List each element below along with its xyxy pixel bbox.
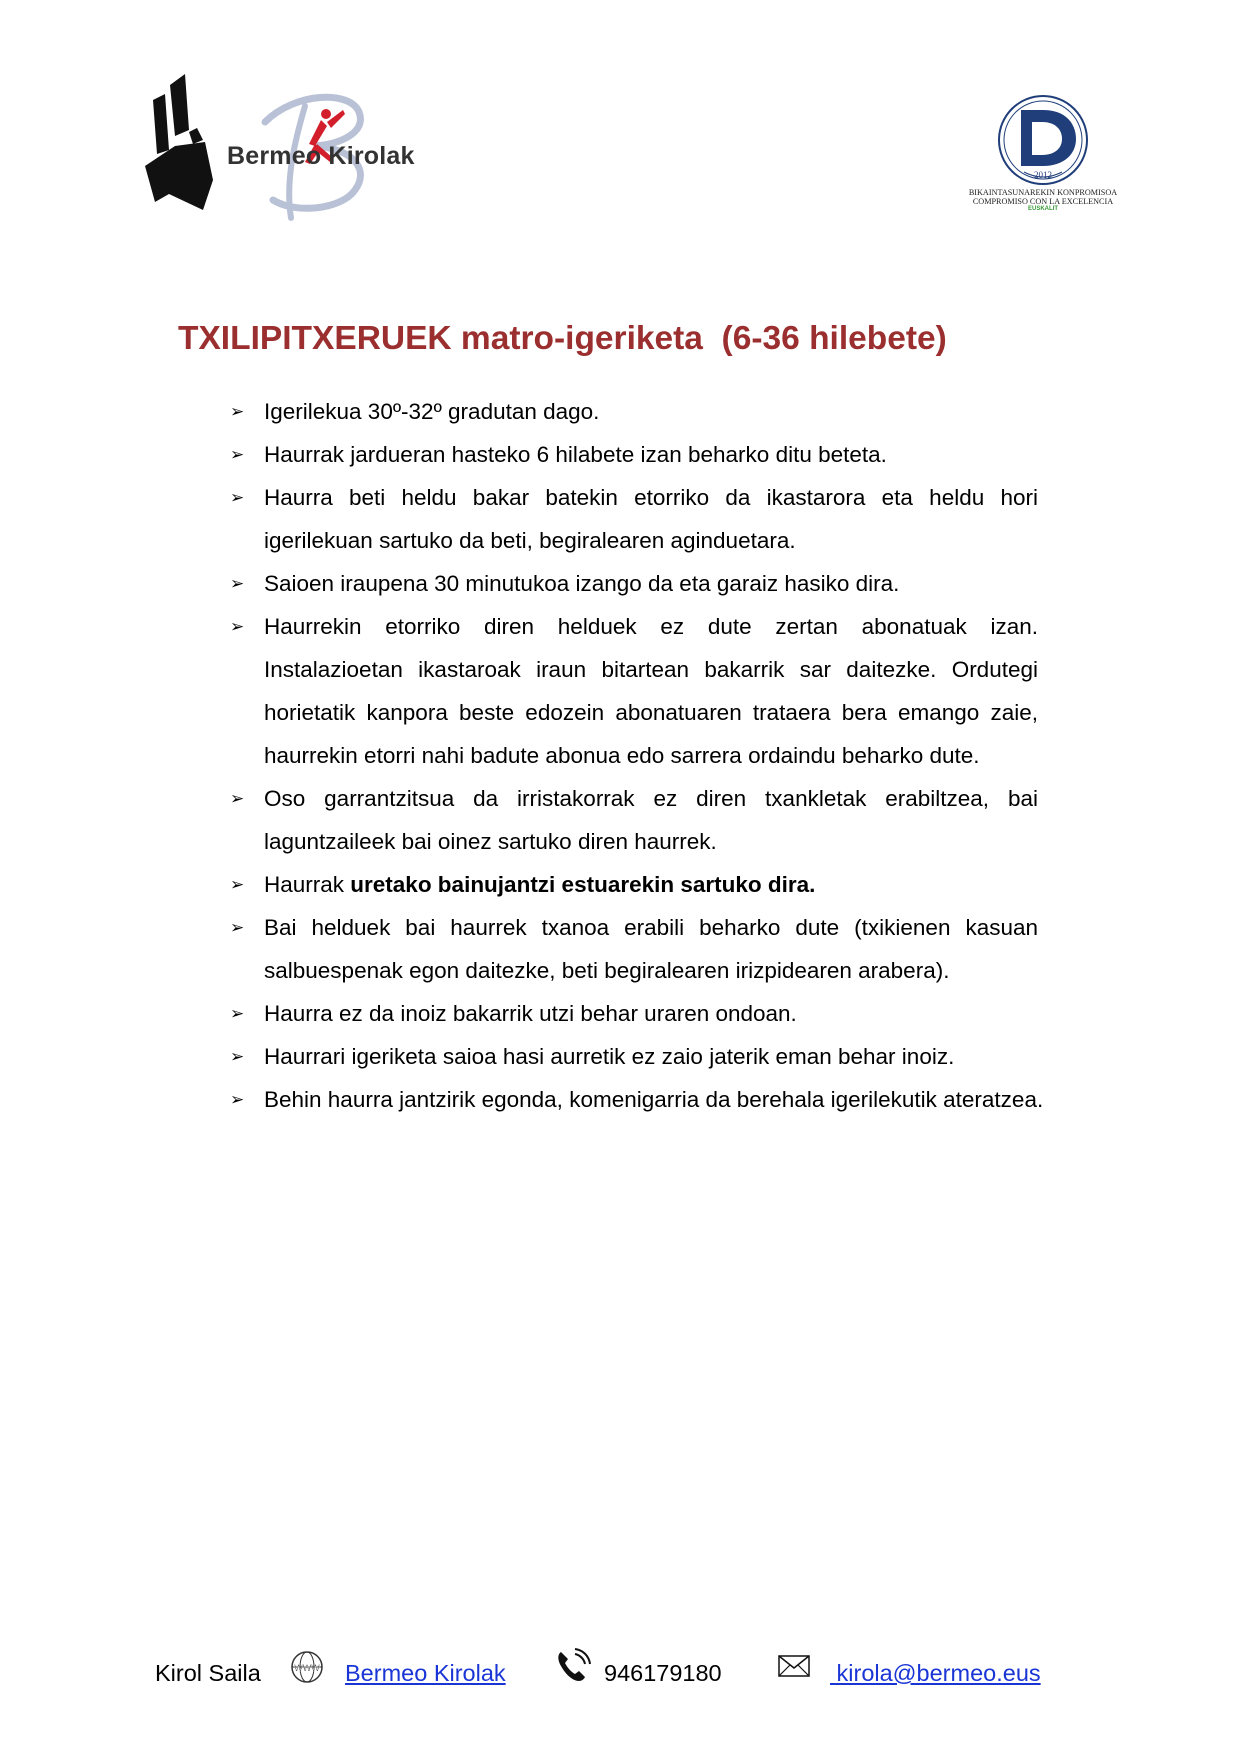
list-item (228, 562, 1038, 605)
bullet-arrow-icon: ➢ (230, 1090, 245, 1109)
bullet-arrow-icon: ➢ (230, 1047, 245, 1066)
rule-text-bold: uretako bainujantzi estuarekin sartuko dira. (350, 872, 816, 897)
rule-text: Haurrari igeriketa saioa hasi aurretik ez zaio jaterik eman behar inoiz. (264, 1044, 955, 1069)
list-item (228, 1035, 1038, 1078)
rule-text: Behin haurra jantzirik egonda, komenigarria da berehala igerilekutik ateratzea. (264, 1087, 1044, 1112)
bullet-arrow-icon: ➢ (230, 402, 245, 421)
badge-line-3: EUSKALIT (1028, 206, 1058, 212)
rule-text: Haurra ez da inoiz bakarrik utzi behar uraren ondoan. (264, 1001, 797, 1026)
list-item (228, 476, 1038, 562)
bullet-arrow-icon: ➢ (230, 574, 245, 593)
badge-line-1: BIKAINTASUNAREKIN KONPROMISOA (968, 188, 1118, 197)
page-title: TXILIPITXERUEK matro-igeriketa (6-36 hilebete) (178, 320, 947, 357)
list-item (228, 390, 1038, 433)
envelope-icon (778, 1654, 810, 1678)
bullet-arrow-icon: ➢ (230, 789, 245, 808)
bullet-arrow-icon: ➢ (230, 918, 245, 937)
list-item (228, 777, 1038, 863)
bullet-arrow-icon: ➢ (230, 488, 245, 507)
phone-icon (553, 1646, 593, 1686)
department-label: Kirol Saila (155, 1660, 261, 1686)
rule-text: Haurrekin etorriko diren helduek ez dute zertan abonatuak izan. Instalazioetan ikastaroak iraun bitartean bakarrik sar daitezke. Ordutegi horietatik kanpora beste edozein abonatuaren trataera bera emango zaie, haurrekin etorri nahi badute abonua edo sarrera ordaindu beharko dute. (264, 614, 1038, 768)
badge-year: 2012 (1034, 170, 1052, 180)
svg-text:WWW: WWW (294, 1663, 320, 1673)
list-item (228, 863, 1038, 906)
website-link[interactable]: Bermeo Kirolak (345, 1660, 506, 1686)
list-item (228, 1078, 1106, 1121)
bullet-arrow-icon: ➢ (230, 445, 245, 464)
rule-text: Haurra beti heldu bakar batekin etorriko da ikastarora eta heldu hori igerilekuan sartuko da beti, begiralearen aginduetara. (264, 485, 1038, 553)
page-footer (0, 1640, 1241, 1690)
rule-text: Saioen iraupena 30 minutukoa izango da eta garaiz hasiko dira. (264, 571, 900, 596)
list-item (228, 992, 1038, 1035)
bermeo-kirolak-logo (145, 70, 445, 230)
excellence-seal-icon (958, 92, 1128, 188)
list-item (228, 433, 1038, 476)
list-item (228, 605, 1038, 777)
excellence-badge (958, 92, 1128, 212)
bullet-arrow-icon: ➢ (230, 617, 245, 636)
rule-text: Bai helduek bai haurrek txanoa erabili beharko dute (txikienen kasuan salbuespenak egon daitezke, beti begiralearen irizpidearen arabera). (264, 915, 1038, 983)
rule-text: Oso garrantzitsua da irristakorrak ez diren txankletak erabiltzea, bai laguntzaileek bai oinez sartuko diren haurrek. (264, 786, 1038, 854)
badge-line-2: COMPROMISO CON LA EXCELENCIA (972, 197, 1114, 206)
bullet-arrow-icon: ➢ (230, 1004, 245, 1023)
rule-text: Igerilekua 30º-32º gradutan dago. (264, 399, 600, 424)
bullet-arrow-icon: ➢ (230, 875, 245, 894)
list-item (228, 906, 1038, 992)
phone-number: 946179180 (604, 1660, 722, 1686)
rule-text-prefix: Haurrak (264, 872, 351, 897)
email-link[interactable]: kirola@bermeo.eus (830, 1660, 1041, 1686)
rule-text: Haurrak jardueran hasteko 6 hilabete izan beharko ditu beteta. (264, 442, 887, 467)
brand-name: Bermeo Kirolak (227, 142, 415, 170)
globe-www-icon (288, 1648, 326, 1686)
rules-list (228, 390, 1044, 1121)
